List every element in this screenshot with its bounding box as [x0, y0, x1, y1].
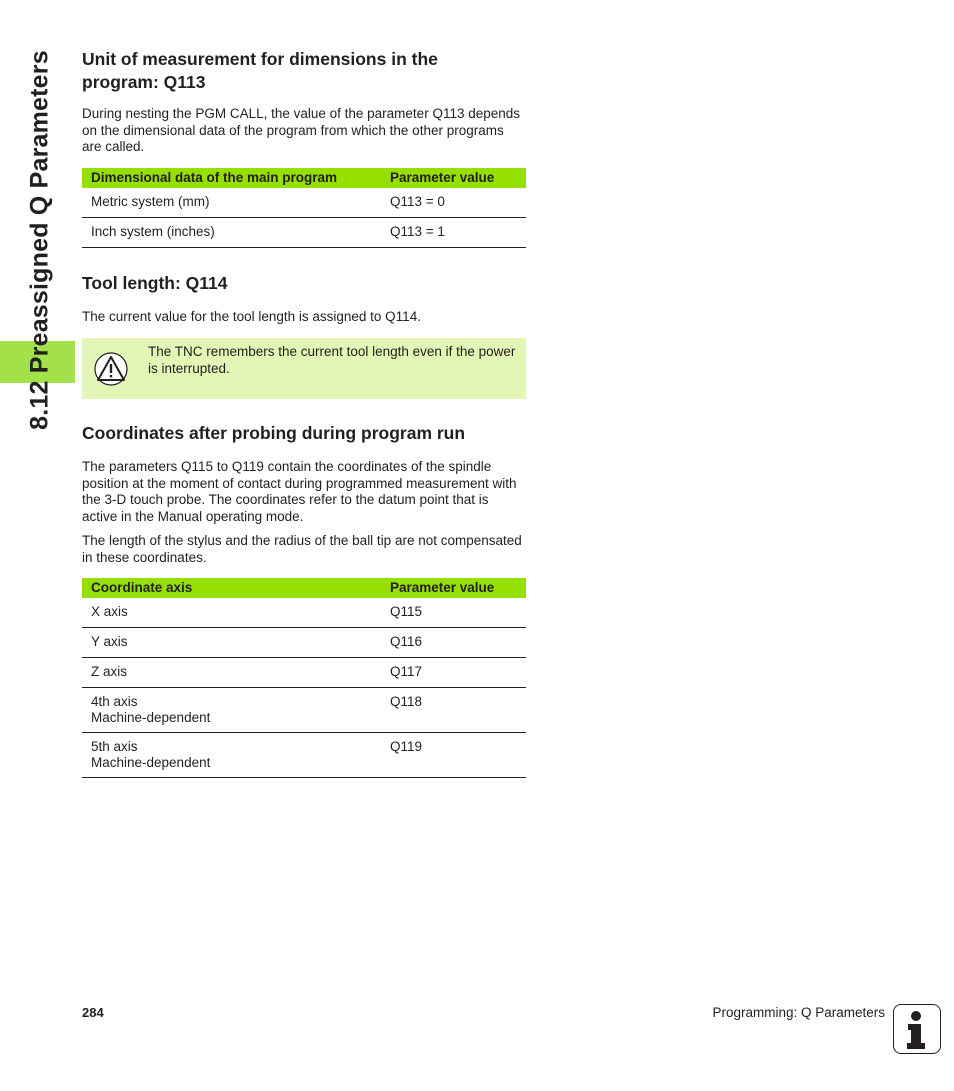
heading-probing: Coordinates after probing during program run	[82, 423, 466, 443]
table-header: Parameter value	[381, 578, 526, 598]
warning-triangle-icon	[93, 352, 129, 386]
table-row	[82, 217, 526, 247]
table-cell: Q113 = 1	[381, 217, 526, 247]
axis-note: Machine-dependent	[91, 755, 211, 770]
body-probing-2: The length of the stylus and the radius of the ball tip are not compensated in these coordinates.	[82, 533, 522, 565]
table-row	[82, 733, 526, 778]
table-probing	[82, 578, 526, 778]
table-cell: Inch system (inches)	[82, 217, 381, 247]
heading-q114: Tool length: Q114	[82, 273, 228, 293]
table-header: Parameter value	[381, 168, 526, 188]
axis-name: 4th axis	[91, 694, 138, 709]
table-cell: Y axis	[82, 628, 381, 658]
table-header: Dimensional data of the main program	[82, 168, 381, 188]
note-text: The TNC remembers the current tool length even if the power is interrupted.	[148, 344, 516, 376]
axis-name: 5th axis	[91, 739, 138, 754]
table-header: Coordinate axis	[82, 578, 381, 598]
table-row	[82, 598, 526, 628]
body-q114: The current value for the tool length is assigned to Q114.	[82, 309, 421, 324]
section-q113	[82, 48, 526, 248]
page-number: 284	[82, 1005, 104, 1020]
info-glyph	[894, 1005, 939, 1052]
chapter-tab-title: 8.12 Preassigned Q Parameters	[25, 50, 54, 430]
table-q113	[82, 168, 526, 248]
info-icon	[893, 1004, 941, 1054]
table-row	[82, 688, 526, 733]
note-box	[82, 338, 526, 399]
body-q113: During nesting the PGM CALL, the value of the parameter Q113 depends on the dimensional data of the program from which the other programs are called.	[82, 106, 521, 154]
table-cell: Q116	[381, 628, 526, 658]
axis-note: Machine-dependent	[91, 710, 211, 725]
heading-q113: Unit of measurement for dimensions in the program: Q113	[82, 49, 438, 92]
table-cell	[82, 733, 381, 778]
table-row	[82, 628, 526, 658]
section-probing	[82, 422, 526, 778]
table-cell	[82, 688, 381, 733]
table-cell: Z axis	[82, 658, 381, 688]
table-cell: Q117	[381, 658, 526, 688]
table-cell: Q119	[381, 733, 526, 778]
body-probing-1: The parameters Q115 to Q119 contain the coordinates of the spindle position at the moment of contact during programmed measurement with the 3-D touch probe. The coordinates refer to the datum point that is active in the Manual operating mode.	[82, 459, 517, 524]
table-row	[82, 188, 526, 218]
table-row	[82, 658, 526, 688]
table-cell: Q113 = 0	[381, 188, 526, 218]
table-cell: X axis	[82, 598, 381, 628]
table-cell: Q115	[381, 598, 526, 628]
section-q114	[82, 272, 526, 326]
table-cell: Q118	[381, 688, 526, 733]
table-cell: Metric system (mm)	[82, 188, 381, 218]
footer-section-title: Programming: Q Parameters	[712, 1005, 885, 1020]
